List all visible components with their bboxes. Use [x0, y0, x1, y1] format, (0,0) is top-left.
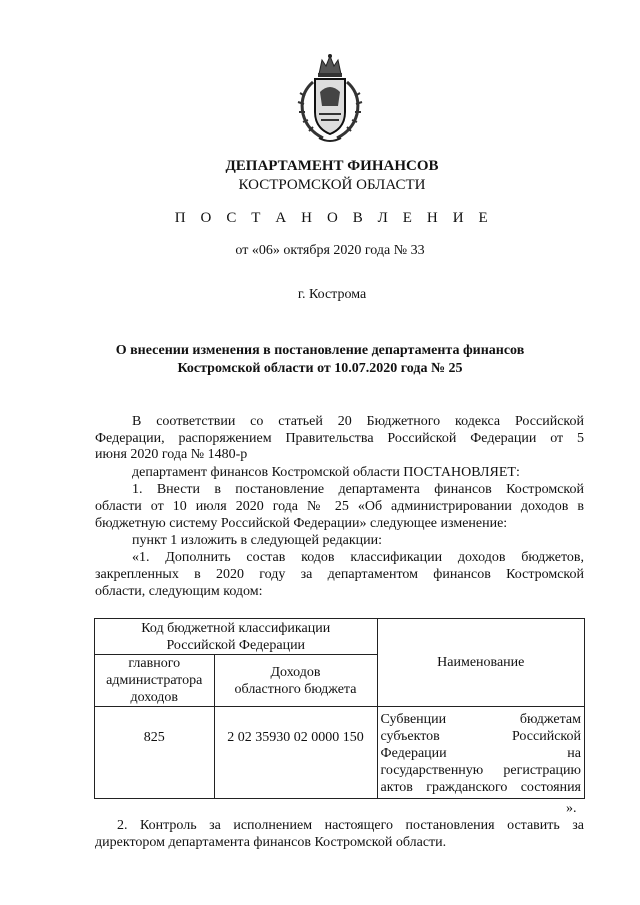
table-header-admin: главного администратора доходов: [95, 655, 215, 707]
table-row: [95, 707, 585, 799]
subject-line-1: О внесении изменения в постановление департамента финансов: [115, 343, 525, 358]
coat-of-arms-emblem: [293, 52, 367, 148]
closing-quote: ».: [566, 801, 577, 816]
table-header-kbk: Код бюджетной классификации Российской Федерации: [95, 619, 378, 655]
body-line: департамент финансов Костромской области ПОСТАНОВЛЯЕТ:: [132, 465, 520, 480]
body-line: 1. Внести в постановление департамента финансов Костромской: [132, 482, 584, 497]
body-line: закрепленных в 2020 году за департаментом финансов Костромской: [95, 567, 584, 582]
body-line: бюджетную систему Российской Федерации» следующее изменение:: [95, 516, 508, 531]
document-type: П О С Т А Н О В Л Е Н И Е: [174, 210, 494, 226]
region-title: КОСТРОМСКОЙ ОБЛАСТИ: [238, 177, 426, 193]
budget-classification-table: [94, 618, 585, 799]
body-line: пункт 1 изложить в следующей редакции:: [132, 533, 382, 548]
body-line: 2. Контроль за исполнением настоящего постановления оставить за: [117, 818, 584, 833]
body-line: июня 2020 года № 1480-р: [95, 447, 248, 462]
city: г. Кострома: [297, 287, 367, 302]
cell-budget-code: 2 02 35930 02 0000 150: [214, 707, 377, 799]
body-line: В соответствии со статьей 20 Бюджетного кодекса Российской: [132, 414, 584, 429]
body-line: области, следующим кодом:: [95, 584, 263, 599]
date-and-number: от «06» октября 2020 года № 33: [235, 243, 425, 258]
cell-income-name: Субвенции бюджетам субъектов Российской Федерации на государственную регистрацию актов гражданского состояния: [377, 707, 584, 799]
table-header-budget: Доходов областного бюджета: [214, 655, 377, 707]
department-title: ДЕПАРТАМЕНТ ФИНАНСОВ: [225, 158, 439, 174]
body-line: директором департамента финансов Костромской области.: [95, 835, 447, 850]
subject-line-2: Костромской области от 10.07.2020 года № 25: [177, 361, 463, 376]
document-subject: [0, 342, 640, 378]
cell-admin-code: 825: [95, 707, 215, 799]
body-line: области от 10 июля 2020 года № 25 «Об администрировании доходов в: [95, 499, 584, 514]
body-line: «1. Дополнить состав кодов классификации доходов бюджетов,: [132, 550, 584, 565]
table-header-name: Наименование: [377, 619, 584, 707]
body-line: Федерации, распоряжением Правительства Российской Федерации от 5: [95, 431, 584, 446]
